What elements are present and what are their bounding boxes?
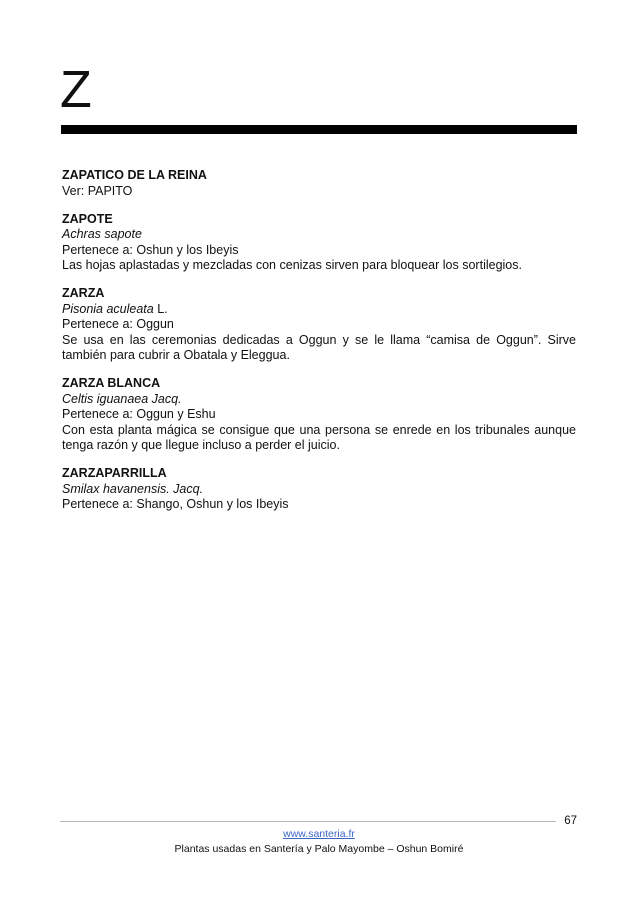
scientific-line (62, 302, 576, 318)
entry-zarzaparrilla (62, 466, 576, 513)
entry-zarza-blanca (62, 376, 576, 454)
entry-zapatico-de-la-reina (62, 168, 576, 199)
entry-zapote (62, 212, 576, 274)
botanical-authority: L. (153, 301, 168, 316)
entry-title: ZAPATICO DE LA REINA (62, 168, 207, 182)
entry-zarza (62, 286, 576, 364)
entry-title: ZARZAPARRILLA (62, 466, 167, 480)
belongs-to: Pertenece a: Oggun y Eshu (62, 407, 216, 421)
website-link[interactable]: www.santeria.fr (283, 828, 355, 840)
section-letter: Z (60, 61, 92, 119)
cross-reference: Ver: PAPITO (62, 183, 133, 198)
entry-title: ZARZA (62, 286, 105, 300)
entry-description: Con esta planta mágica se consigue que una persona se enrede en los tribunales aunque tenga razón y que llegue incluso a perder el juicio. (62, 422, 576, 452)
page-number: 67 (564, 815, 577, 827)
scientific-name: Celtis iguanaea Jacq. (62, 391, 182, 406)
footer-divider (60, 821, 556, 822)
belongs-to: Pertenece a: Shango, Oshun y los Ibeyis (62, 497, 289, 511)
plant-entries (62, 168, 576, 525)
footer-title: Plantas usadas en Santería y Palo Mayombe – Oshun Bomiré (174, 843, 464, 855)
scientific-name: Smilax havanensis. Jacq. (62, 481, 204, 496)
entry-description: Se usa en las ceremonias dedicadas a Oggun y se le llama “camisa de Oggun”. Sirve también para cubrir a Obatala y Eleggua. (62, 332, 576, 362)
belongs-to: Pertenece a: Oggun (62, 317, 174, 331)
entry-title: ZARZA BLANCA (62, 376, 161, 390)
entry-description: Las hojas aplastadas y mezcladas con cenizas sirven para bloquear los sortilegios. (62, 258, 522, 272)
belongs-to: Pertenece a: Oshun y los Ibeyis (62, 242, 239, 257)
section-divider (61, 125, 577, 134)
entry-title: ZAPOTE (62, 211, 113, 226)
scientific-name: Pisonia aculeata (62, 301, 154, 316)
scientific-name: Achras sapote (62, 227, 142, 241)
